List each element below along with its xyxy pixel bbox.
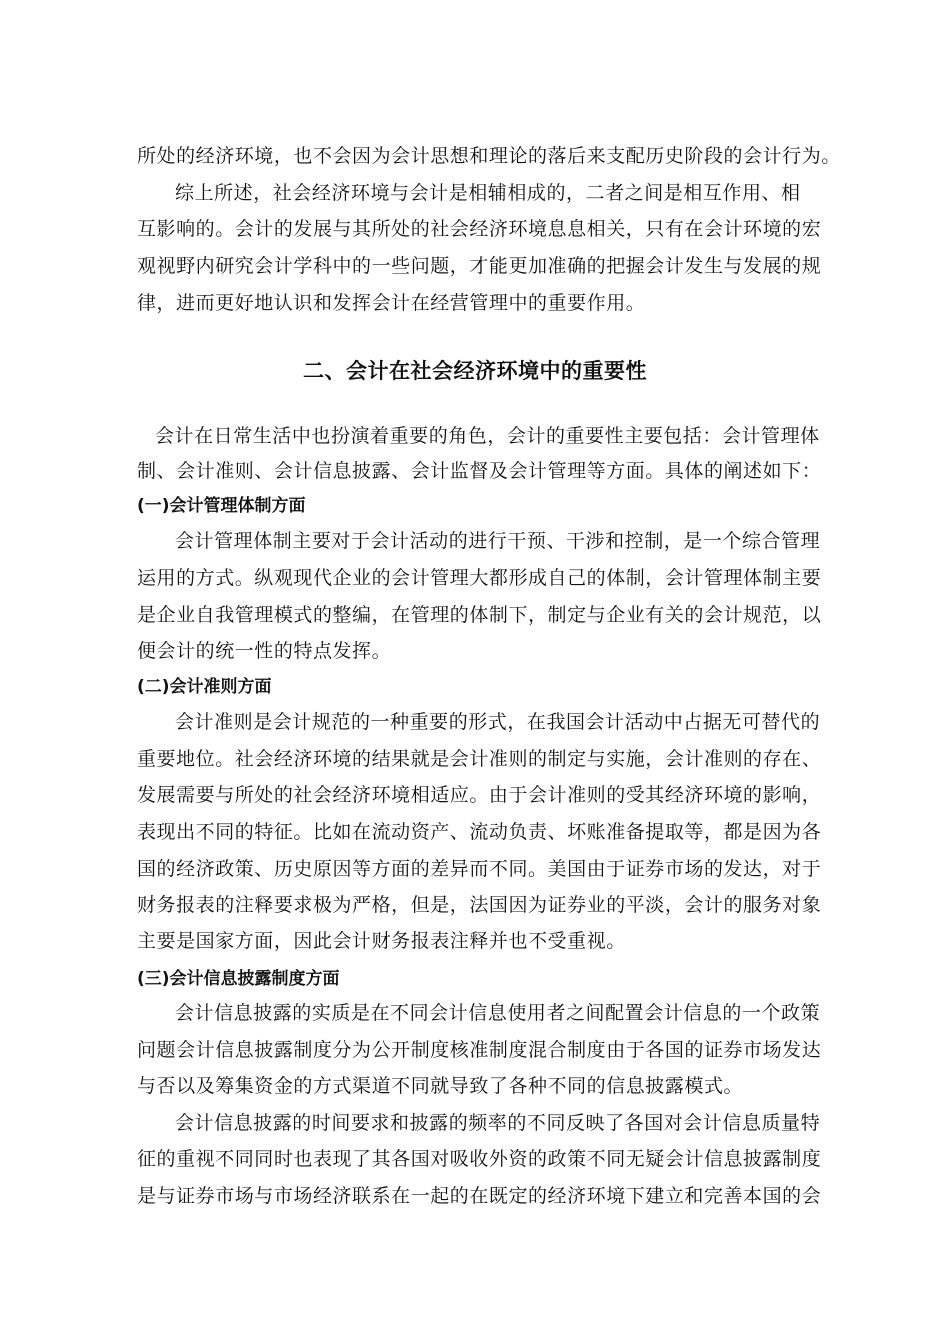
paragraph-line: 主要是国家方面，因此会计财务报表注释并也不受重视。 [137,930,626,952]
paragraph-line: 表现出不同的特征。比如在流动资产、流动负责、坏账准备提取等，都是因为各 [137,821,822,843]
paragraph-line: 律，进而更好地认识和发挥会计在经营管理中的重要作用。 [137,292,646,314]
paragraph-line: 发展需要与所处的社会经济环境相适应。由于会计准则的受其经济环境的影响， [137,784,822,806]
paragraph-line: 制、会计准则、会计信息披露、会计监督及会计管理等方面。具体的阐述如下： [137,460,822,482]
paragraph-line: 互影响的。会计的发展与其所处的社会经济环境息息相关，只有在会计环境的宏 [137,218,822,240]
paragraph-line: 征的重视不同同时也表现了其各国对吸收外资的政策不同无疑会计信息披露制度 [137,1148,822,1170]
paragraph-line: 是与证券市场与市场经济联系在一起的在既定的经济环境下建立和完善本国的会 [137,1185,822,1207]
paragraph-line: 与否以及筹集资金的方式渠道不同就导致了各种不同的信息披露模式。 [137,1075,744,1097]
subsection-title: (一)会计管理体制方面 [137,496,306,516]
paragraph-line: 问题会计信息披露制度分为公开制度核准制度混合制度由于各国的证券市场发达 [137,1039,822,1061]
subsection-title: (二)会计准则方面 [137,677,272,697]
paragraph-line: 财务报表的注释要求极为严格，但是，法国因为证券业的平淡，会计的服务对象 [137,894,822,916]
paragraph-line: 会计信息披露的实质是在不同会计信息使用者之间配置会计信息的一个政策 [175,1002,821,1024]
paragraph-line: 会计在日常生活中也扮演着重要的角色，会计的重要性主要包括：会计管理体 [155,425,820,447]
subsection-title: (三)会计信息披露制度方面 [137,969,340,989]
paragraph-line: 国的经济政策、历史原因等方面的差异而不同。美国由于证券市场的发达，对于 [137,858,822,880]
paragraph-line: 运用的方式。纵观现代企业的会计管理大都形成自己的体制，会计管理体制主要 [137,567,822,589]
paragraph-line: 会计准则是会计规范的一种重要的形式，在我国会计活动中占据无可替代的 [175,711,821,733]
paragraph-line: 所处的经济环境，也不会因为会计思想和理论的落后来支配历史阶段的会计行为。 [137,145,841,167]
paragraph-line: 综上所述，社会经济环境与会计是相辅相成的，二者之间是相互作用、相 [175,182,801,204]
paragraph-line: 观视野内研究会计学科中的一些问题，才能更加准确的把握会计发生与发展的规 [137,255,822,277]
paragraph-line: 会计信息披露的时间要求和披露的频率的不同反映了各国对会计信息质量特 [175,1112,821,1134]
paragraph-line: 会计管理体制主要对于会计活动的进行干预、干涉和控制，是一个综合管理 [175,530,821,552]
section-title: 二、会计在社会经济环境中的重要性 [303,359,647,383]
paragraph-line: 重要地位。社会经济环境的结果就是会计准则的制定与实施，会计准则的存在、 [137,748,822,770]
paragraph-line: 是企业自我管理模式的整编，在管理的体制下，制定与企业有关的会计规范，以 [137,604,822,626]
paragraph-line: 便会计的统一性的特点发挥。 [137,640,392,662]
